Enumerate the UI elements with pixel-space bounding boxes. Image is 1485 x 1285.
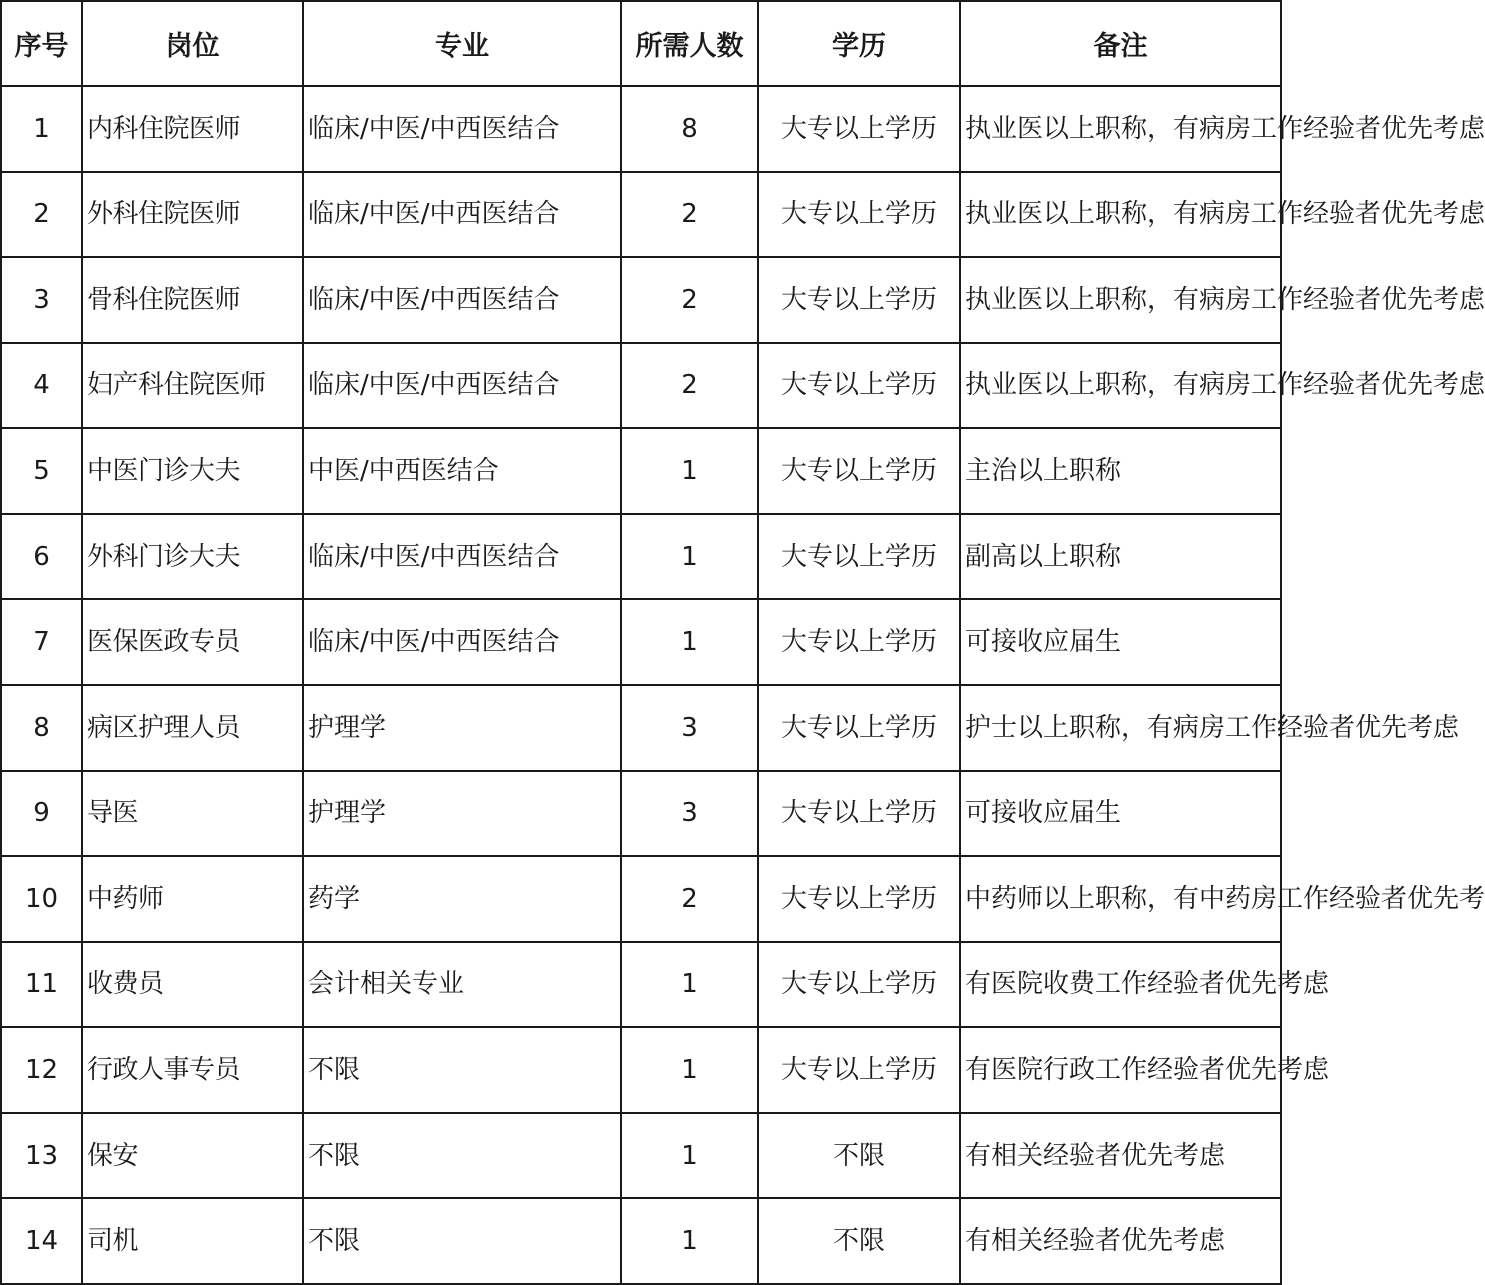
cell-no: 1	[1, 86, 82, 172]
cell-major: 临床/中医/中西医结合	[303, 599, 621, 685]
cell-education: 大专以上学历	[758, 172, 960, 258]
cell-no: 5	[1, 428, 82, 514]
cell-major: 临床/中医/中西医结合	[303, 343, 621, 429]
table-row	[1, 514, 1281, 600]
cell-count: 8	[621, 86, 758, 172]
cell-education: 不限	[758, 1198, 960, 1284]
cell-count: 1	[621, 514, 758, 600]
table-row	[1, 86, 1281, 172]
cell-count: 1	[621, 599, 758, 685]
cell-major: 不限	[303, 1198, 621, 1284]
cell-count: 2	[621, 172, 758, 258]
table-body	[1, 86, 1485, 1284]
cell-post: 中医门诊大夫	[82, 428, 303, 514]
cell-no: 7	[1, 599, 82, 685]
cell-note	[960, 514, 1281, 600]
cell-education: 大专以上学历	[758, 942, 960, 1028]
cell-major: 不限	[303, 1027, 621, 1113]
header-post: 岗位	[82, 1, 303, 86]
cell-education: 大专以上学历	[758, 685, 960, 771]
cell-major: 护理学	[303, 771, 621, 857]
table-row	[1, 856, 1281, 942]
cell-no: 6	[1, 514, 82, 600]
cell-count: 3	[621, 771, 758, 857]
cell-post: 内科住院医师	[82, 86, 303, 172]
cell-note	[960, 856, 1485, 942]
cell-education: 大专以上学历	[758, 257, 960, 343]
cell-education: 大专以上学历	[758, 599, 960, 685]
header-row	[1, 1, 1281, 86]
cell-count: 3	[621, 685, 758, 771]
note-text: 有相关经验者优先考虑	[965, 1226, 1226, 1257]
cell-major: 中医/中西医结合	[303, 428, 621, 514]
cell-education: 不限	[758, 1113, 960, 1199]
note-text: 执业医以上职称，有病房工作经验者优先考虑	[965, 113, 1485, 144]
table-row	[1, 428, 1281, 514]
header-count: 所需人数	[621, 1, 758, 86]
cell-post: 保安	[82, 1113, 303, 1199]
note-text: 副高以上职称	[965, 541, 1122, 572]
cell-no: 10	[1, 856, 82, 942]
cell-education: 大专以上学历	[758, 343, 960, 429]
cell-major: 药学	[303, 856, 621, 942]
table-row	[1, 1027, 1281, 1113]
cell-note	[960, 86, 1485, 172]
note-text: 可接收应届生	[965, 627, 1122, 658]
table-row	[1, 257, 1281, 343]
cell-note	[960, 1198, 1281, 1284]
cell-no: 14	[1, 1198, 82, 1284]
cell-post: 病区护理人员	[82, 685, 303, 771]
cell-no: 13	[1, 1113, 82, 1199]
header-note: 备注	[960, 1, 1281, 86]
cell-no: 4	[1, 343, 82, 429]
note-text: 中药师以上职称，有中药房工作经验者优先考	[965, 883, 1485, 914]
cell-post: 外科门诊大夫	[82, 514, 303, 600]
cell-education: 大专以上学历	[758, 514, 960, 600]
cell-education: 大专以上学历	[758, 428, 960, 514]
cell-post: 行政人事专员	[82, 1027, 303, 1113]
cell-no: 12	[1, 1027, 82, 1113]
cell-major: 护理学	[303, 685, 621, 771]
note-text: 有相关经验者优先考虑	[965, 1140, 1226, 1171]
cell-count: 2	[621, 856, 758, 942]
cell-count: 1	[621, 1198, 758, 1284]
cell-note	[960, 1113, 1281, 1199]
cell-count: 1	[621, 428, 758, 514]
cell-note	[960, 172, 1485, 258]
cell-count: 1	[621, 1027, 758, 1113]
cell-no: 11	[1, 942, 82, 1028]
cell-count: 1	[621, 942, 758, 1028]
header-education: 学历	[758, 1, 960, 86]
cell-note	[960, 942, 1330, 1028]
note-text: 有医院行政工作经验者优先考虑	[965, 1054, 1330, 1085]
cell-note	[960, 257, 1485, 343]
cell-major: 会计相关专业	[303, 942, 621, 1028]
cell-major: 临床/中医/中西医结合	[303, 86, 621, 172]
note-text: 有医院收费工作经验者优先考虑	[965, 969, 1330, 1000]
cell-no: 8	[1, 685, 82, 771]
header-no: 序号	[1, 1, 82, 86]
table-row	[1, 343, 1281, 429]
cell-post: 中药师	[82, 856, 303, 942]
table-header	[1, 1, 1281, 86]
cell-note	[960, 428, 1281, 514]
cell-major: 临床/中医/中西医结合	[303, 257, 621, 343]
cell-post: 妇产科住院医师	[82, 343, 303, 429]
cell-post: 医保医政专员	[82, 599, 303, 685]
note-text: 执业医以上职称，有病房工作经验者优先考虑	[965, 370, 1485, 401]
cell-major: 不限	[303, 1113, 621, 1199]
cell-note	[960, 771, 1281, 857]
table-row	[1, 942, 1281, 1028]
cell-major: 临床/中医/中西医结合	[303, 172, 621, 258]
cell-post: 骨科住院医师	[82, 257, 303, 343]
note-text: 主治以上职称	[965, 456, 1122, 487]
cell-education: 大专以上学历	[758, 771, 960, 857]
note-text: 执业医以上职称，有病房工作经验者优先考虑	[965, 199, 1485, 230]
table-row	[1, 1198, 1281, 1284]
cell-education: 大专以上学历	[758, 86, 960, 172]
cell-post: 导医	[82, 771, 303, 857]
cell-note	[960, 343, 1485, 429]
table-row	[1, 685, 1281, 771]
note-text: 护士以上职称，有病房工作经验者优先考虑	[965, 712, 1460, 743]
cell-major: 临床/中医/中西医结合	[303, 514, 621, 600]
table-row	[1, 172, 1281, 258]
table-row	[1, 771, 1281, 857]
cell-no: 9	[1, 771, 82, 857]
cell-note	[960, 1027, 1330, 1113]
table-row	[1, 599, 1281, 685]
cell-count: 2	[621, 257, 758, 343]
cell-no: 3	[1, 257, 82, 343]
note-text: 可接收应届生	[965, 798, 1122, 829]
cell-note	[960, 685, 1460, 771]
cell-post: 司机	[82, 1198, 303, 1284]
cell-post: 外科住院医师	[82, 172, 303, 258]
cell-post: 收费员	[82, 942, 303, 1028]
table-row	[1, 1113, 1281, 1199]
cell-education: 大专以上学历	[758, 1027, 960, 1113]
note-text: 执业医以上职称，有病房工作经验者优先考虑	[965, 284, 1485, 315]
cell-note	[960, 599, 1281, 685]
cell-count: 1	[621, 1113, 758, 1199]
cell-education: 大专以上学历	[758, 856, 960, 942]
header-major: 专业	[303, 1, 621, 86]
cell-no: 2	[1, 172, 82, 258]
cell-count: 2	[621, 343, 758, 429]
